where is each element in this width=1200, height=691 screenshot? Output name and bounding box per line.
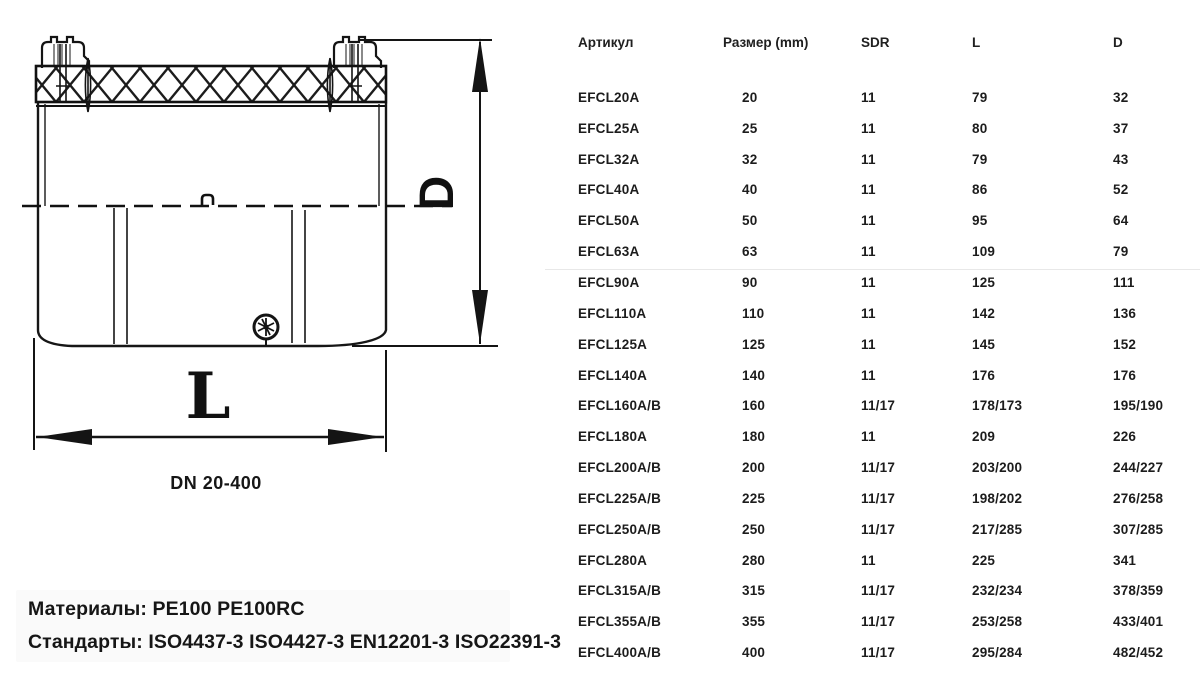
table-cell: EFCL160A/B bbox=[578, 398, 662, 414]
table-cell: 307/285 bbox=[1113, 521, 1164, 537]
table-row bbox=[578, 360, 1200, 391]
table-cell: 25 bbox=[742, 120, 758, 136]
table-cell: 95 bbox=[972, 213, 988, 229]
spec-table bbox=[578, 0, 1200, 691]
table-cell: 125 bbox=[742, 336, 766, 352]
table-cell: 11 bbox=[861, 552, 876, 568]
table-cell: 37 bbox=[1113, 120, 1129, 136]
table-cell: 11/17 bbox=[861, 490, 896, 506]
table-cell: 11 bbox=[861, 274, 876, 290]
table-cell: EFCL40A bbox=[578, 182, 640, 198]
table-cell: EFCL140A bbox=[578, 367, 648, 383]
table-cell: 43 bbox=[1113, 151, 1129, 167]
table-cell: 341 bbox=[1113, 552, 1137, 568]
table-cell: 276/258 bbox=[1113, 490, 1164, 506]
table-cell: 225 bbox=[742, 490, 766, 506]
table-cell: 11 bbox=[861, 120, 876, 136]
dimension-d-label: D bbox=[411, 175, 464, 211]
table-cell: 20 bbox=[742, 89, 758, 105]
table-cell: EFCL63A bbox=[578, 244, 640, 260]
table-cell: 11/17 bbox=[861, 614, 896, 630]
table-cell: EFCL20A bbox=[578, 89, 640, 105]
coupling-drawing bbox=[0, 0, 520, 520]
table-cell: 11 bbox=[861, 182, 876, 198]
materials-line: Материалы: PE100 PE100RC bbox=[28, 598, 305, 620]
table-cell: 111 bbox=[1113, 274, 1135, 290]
table-cell: 378/359 bbox=[1113, 583, 1164, 599]
table-cell: 11/17 bbox=[861, 460, 896, 476]
table-cell: EFCL225A/B bbox=[578, 490, 662, 506]
materials-block bbox=[16, 590, 562, 662]
table-cell: 32 bbox=[1113, 89, 1129, 105]
table-cell: EFCL110A bbox=[578, 305, 647, 321]
table-row bbox=[578, 329, 1200, 360]
table-cell: 145 bbox=[972, 336, 996, 352]
table-cell: EFCL25A bbox=[578, 120, 640, 136]
table-row bbox=[578, 483, 1200, 514]
table-cell: 11 bbox=[861, 244, 876, 260]
table-cell: 80 bbox=[972, 120, 988, 136]
table-row bbox=[578, 576, 1200, 607]
table-cell: 250 bbox=[742, 521, 766, 537]
coupling-body bbox=[38, 103, 386, 346]
table-cell: EFCL50A bbox=[578, 213, 640, 229]
table-cell: 11/17 bbox=[861, 521, 896, 537]
table-cell: 32 bbox=[742, 151, 758, 167]
table-cell: 11 bbox=[861, 336, 876, 352]
table-cell: 355 bbox=[742, 614, 766, 630]
column-header: Артикул bbox=[578, 34, 634, 50]
table-row bbox=[578, 606, 1200, 637]
dimension-l-label: L bbox=[185, 359, 231, 434]
table-cell: 280 bbox=[742, 552, 766, 568]
table-cell: 11 bbox=[861, 305, 876, 321]
table-cell: 152 bbox=[1113, 336, 1137, 352]
table-cell: 79 bbox=[972, 151, 988, 167]
table-cell: 142 bbox=[972, 305, 996, 321]
table-cell: EFCL180A bbox=[578, 429, 648, 445]
table-cell: 482/452 bbox=[1113, 645, 1164, 661]
table-cell: 11/17 bbox=[861, 645, 896, 661]
table-cell: 11 bbox=[861, 429, 876, 445]
table-row bbox=[578, 298, 1200, 329]
table-cell: 136 bbox=[1113, 305, 1137, 321]
table-cell: 110 bbox=[742, 305, 765, 321]
table-row bbox=[578, 637, 1200, 668]
table-cell: 11 bbox=[861, 89, 876, 105]
table-cell: EFCL125A bbox=[578, 336, 648, 352]
table-cell: 195/190 bbox=[1113, 398, 1164, 414]
spec-table-body bbox=[578, 82, 1200, 668]
table-cell: 225 bbox=[972, 552, 996, 568]
table-cell: 226 bbox=[1113, 429, 1137, 445]
table-cell: 79 bbox=[1113, 244, 1129, 260]
table-cell: 217/285 bbox=[972, 521, 1023, 537]
table-cell: 11 bbox=[861, 367, 876, 383]
dn-range-label: DN 20-400 bbox=[170, 473, 262, 493]
table-cell: EFCL90A bbox=[578, 274, 640, 290]
table-cell: EFCL250A/B bbox=[578, 521, 662, 537]
column-header: D bbox=[1113, 34, 1123, 50]
table-cell: 50 bbox=[742, 213, 758, 229]
table-row bbox=[578, 113, 1200, 144]
table-cell: EFCL315A/B bbox=[578, 583, 662, 599]
table-cell: 160 bbox=[742, 398, 766, 414]
table-row bbox=[578, 82, 1200, 113]
table-cell: 109 bbox=[972, 244, 996, 260]
brand-mark-icon bbox=[254, 315, 278, 346]
table-cell: 11 bbox=[861, 151, 876, 167]
table-row bbox=[578, 545, 1200, 576]
table-row bbox=[578, 390, 1200, 421]
table-cell: 11 bbox=[861, 213, 876, 229]
table-cell: 209 bbox=[972, 429, 996, 445]
table-cell: 232/234 bbox=[972, 583, 1023, 599]
table-cell: 63 bbox=[742, 244, 758, 260]
table-cell: 244/227 bbox=[1113, 460, 1164, 476]
table-cell: 178/173 bbox=[972, 398, 1023, 414]
table-cell: EFCL400A/B bbox=[578, 645, 662, 661]
standards-line: Стандарты: ISO4437-3 ISO4427-3 EN12201-3 ISO22391-3 bbox=[28, 631, 562, 653]
table-cell: 52 bbox=[1113, 182, 1129, 198]
table-row bbox=[578, 175, 1200, 206]
coupling-drawing-svg bbox=[0, 0, 520, 520]
centerline bbox=[22, 195, 452, 206]
table-cell: 176 bbox=[1113, 367, 1137, 383]
table-cell: EFCL280A bbox=[578, 552, 648, 568]
column-header: Размер (mm) bbox=[723, 34, 809, 50]
table-row bbox=[578, 421, 1200, 452]
table-row bbox=[578, 236, 1200, 267]
column-header: L bbox=[972, 34, 981, 50]
table-cell: 200 bbox=[742, 460, 766, 476]
table-row bbox=[578, 144, 1200, 175]
table-cell: EFCL32A bbox=[578, 151, 640, 167]
table-cell: 253/258 bbox=[972, 614, 1023, 630]
table-cell: EFCL200A/B bbox=[578, 460, 662, 476]
table-cell: 11/17 bbox=[861, 398, 896, 414]
table-cell: 140 bbox=[742, 367, 766, 383]
table-cell: 433/401 bbox=[1113, 614, 1164, 630]
table-cell: 86 bbox=[972, 182, 988, 198]
table-row bbox=[578, 514, 1200, 545]
table-cell: 90 bbox=[742, 274, 758, 290]
table-cell: 40 bbox=[742, 182, 758, 198]
column-header: SDR bbox=[861, 34, 890, 50]
table-cell: 400 bbox=[742, 645, 766, 661]
spec-table-header bbox=[578, 30, 1200, 54]
table-cell: 315 bbox=[742, 583, 766, 599]
table-cell: 176 bbox=[972, 367, 996, 383]
table-cell: 125 bbox=[972, 274, 996, 290]
table-cell: 203/200 bbox=[972, 460, 1023, 476]
table-cell: 79 bbox=[972, 89, 988, 105]
table-row bbox=[578, 452, 1200, 483]
table-cell: 11/17 bbox=[861, 583, 896, 599]
table-cell: 198/202 bbox=[972, 490, 1023, 506]
table-row bbox=[578, 205, 1200, 236]
table-row bbox=[578, 267, 1200, 298]
table-cell: 64 bbox=[1113, 213, 1129, 229]
table-cell: EFCL355A/B bbox=[578, 614, 662, 630]
table-cell: 180 bbox=[742, 429, 766, 445]
table-cell: 295/284 bbox=[972, 645, 1023, 661]
